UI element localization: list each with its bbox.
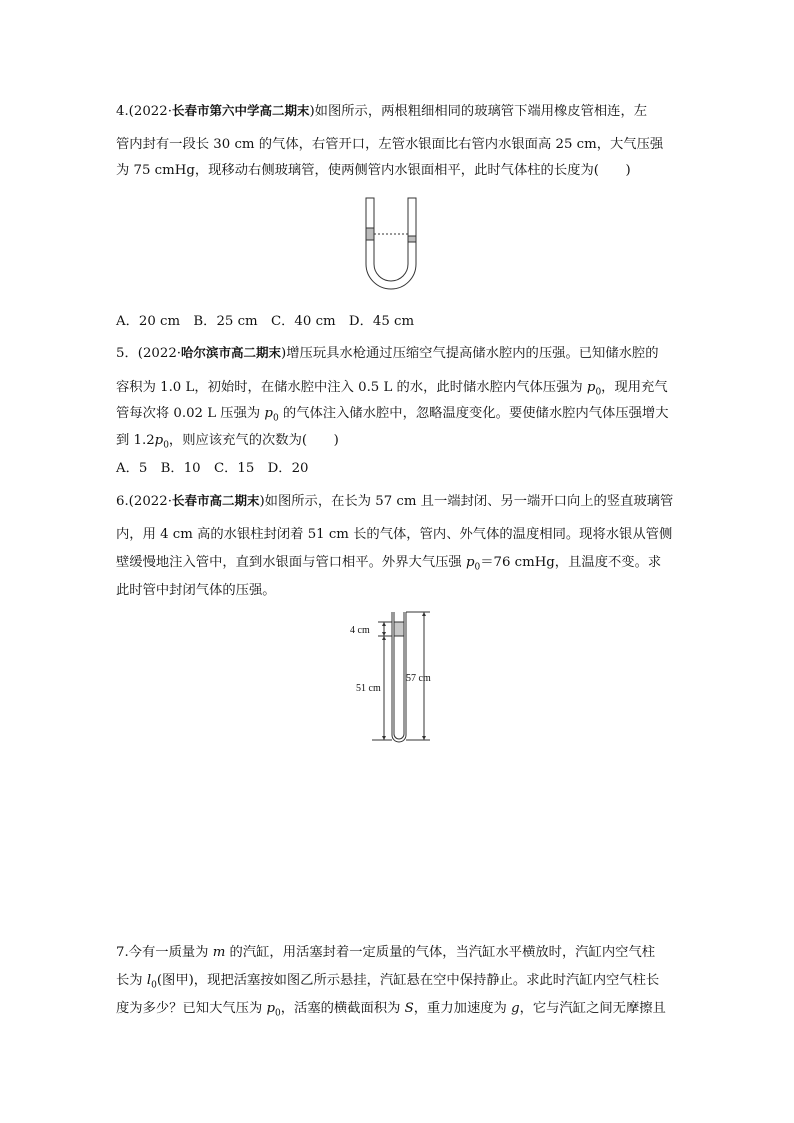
q7-line-3: 度为多少？已知大气压为 $p_0$，活塞的横截面积为 S，重力加速度为 g，它与汽缸之间无摩擦且 — [116, 1001, 666, 1019]
q7-line-2: 长为 $l_0$(图甲)，现把活塞按如图乙所示悬挂，汽缸悬在空中保持静止。求此时汽缸内空气柱长 — [116, 973, 660, 991]
label-51cm: 51 cm — [356, 683, 381, 694]
q6-line-3: 壁缓慢地注入管中，直到水银面与管口相平。外界大气压强 $p_0=76$ cmHg，且温度不变。求 — [116, 555, 662, 573]
q5-line-2: 容积为 1.0 L，初始时，在储水腔中注入 0.5 L 的水，此时储水腔内气体压强为 $p_0$，现用充气 — [116, 380, 668, 398]
q4-options: A．20 cm B．25 cm C．40 cm D．45 cm — [116, 314, 415, 329]
q5-line-1: 5．(2022·哈尔滨市高二期末)增压玩具水枪通过压缩空气提高储水腔内的压强。已知储水腔的 — [116, 345, 659, 361]
q4-source: 长春市第六中学高二期末 — [171, 103, 310, 118]
label-4cm: 4 cm — [350, 625, 370, 636]
q6-tube-figure — [344, 610, 448, 750]
q4-line-1 — [116, 102, 647, 121]
q6-line-2: 内，用 4 cm 高的水银柱封闭着 51 cm 长的气体，管内、外气体的温度相同。现将水银从管侧 — [116, 527, 673, 542]
q4-u-tube-figure — [356, 196, 440, 306]
u-tube-diagram — [356, 196, 440, 302]
q5-line-4: 到 $1.2p_0$，则应该充气的次数为( ) — [116, 433, 339, 451]
q4-line-2: 管内封有一段长 30 cm 的气体，右管开口，左管水银面比右管内水银面高 25 cm，大气压强 — [116, 137, 664, 152]
label-57cm: 57 cm — [406, 673, 431, 684]
glass-tube-diagram — [344, 610, 448, 746]
q6-source: 长春市高二期末 — [171, 493, 260, 508]
q7-line-1: 7.今有一质量为 m 的汽缸，用活塞封着一定质量的气体，当汽缸水平横放时，汽缸内空气柱 — [116, 945, 656, 960]
q5-source: 哈尔滨市高二期末 — [181, 345, 282, 360]
q4-number: 4.(2022· — [116, 104, 172, 119]
q5-line-3: 管每次将 0.02 L 压强为 $p_0$ 的气体注入储水腔中，忽略温度变化。要使储水腔内气体压强增大 — [116, 406, 669, 424]
q6-line-1: 6.(2022·长春市高二期末)如图所示，在长为 57 cm 且一端封闭、另一端开口向上的竖直玻璃管 — [116, 493, 674, 509]
q4-line-3: 为 75 cmHg，现移动右侧玻璃管，使两侧管内水银面相平，此时气体柱的长度为( ) — [116, 163, 631, 178]
q5-options: A．5 B．10 C．15 D．20 — [116, 461, 309, 476]
q4-text-1: )如图所示，两根粗细相同的玻璃管下端用橡皮管相连，左 — [309, 104, 648, 119]
q6-line-4: 此时管中封闭气体的压强。 — [116, 583, 276, 598]
